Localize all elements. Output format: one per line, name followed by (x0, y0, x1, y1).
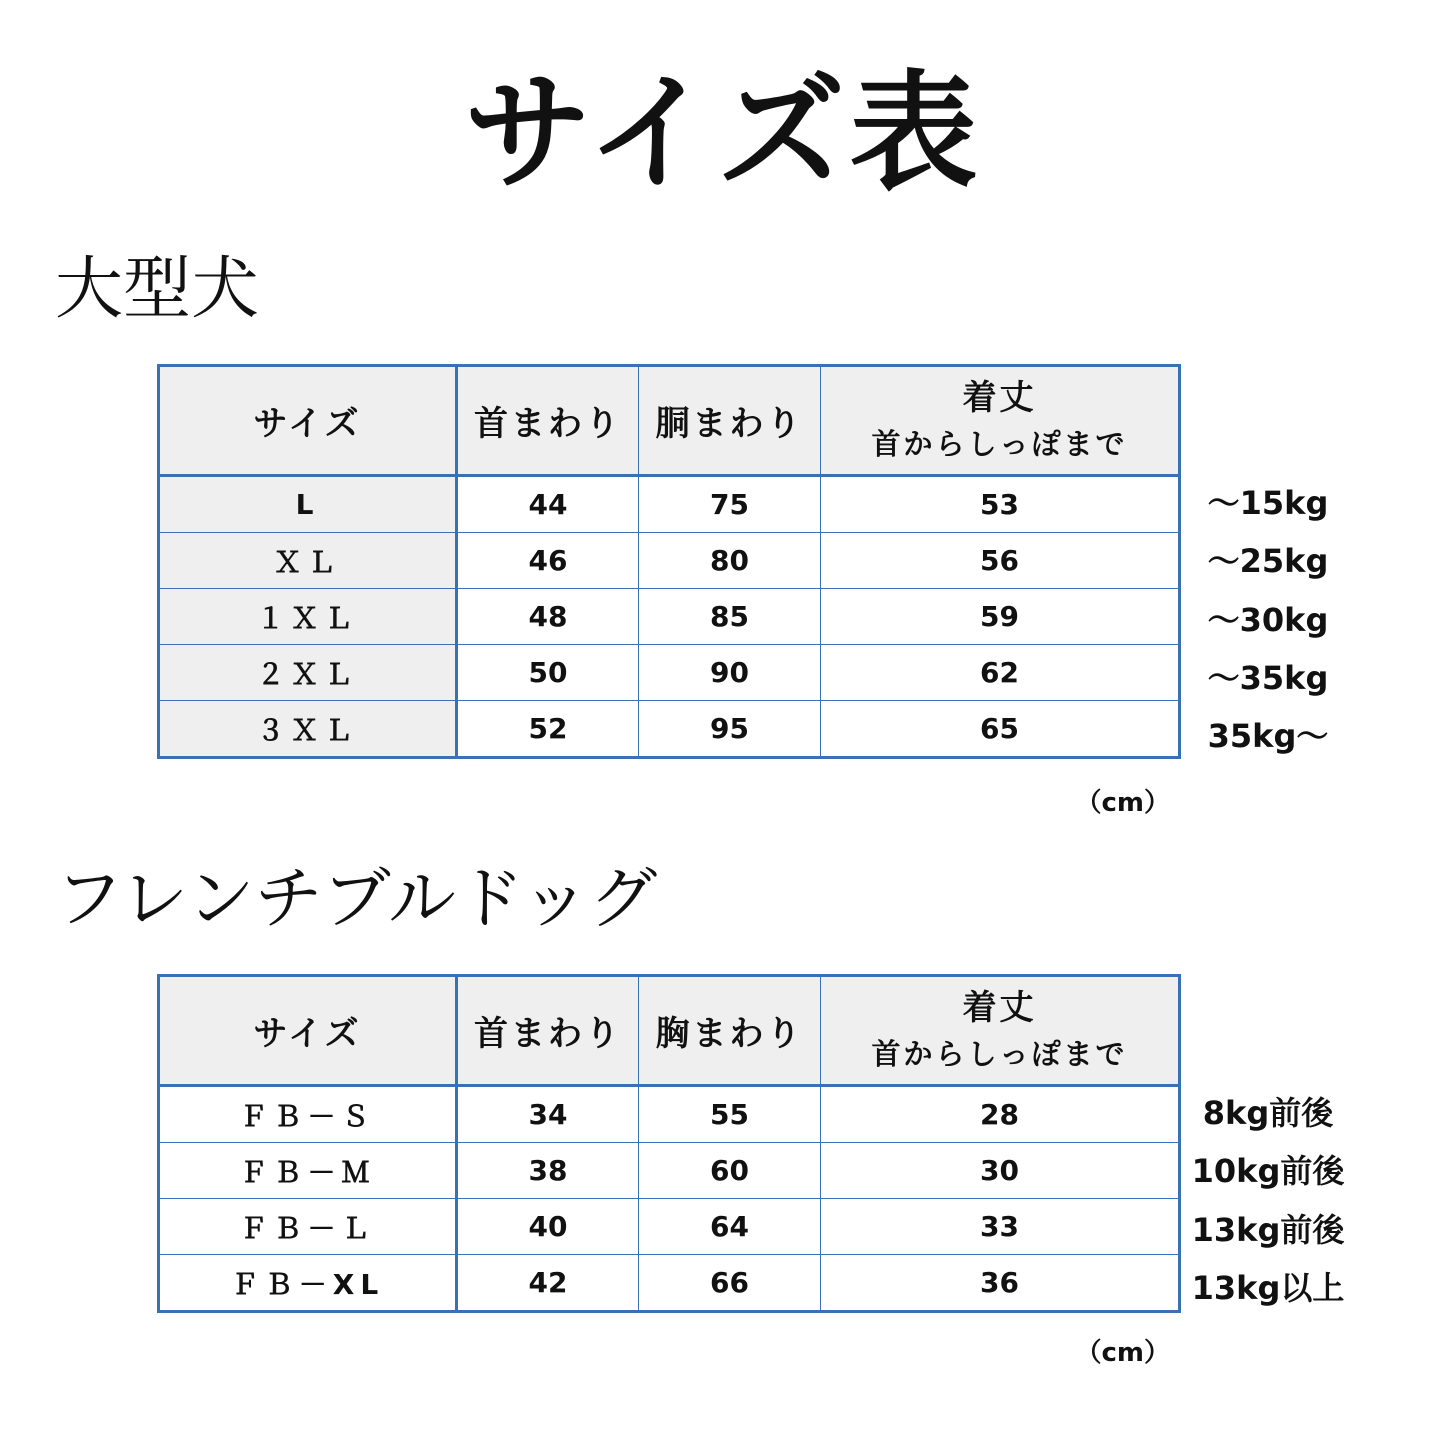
large-dog-section-title: 大型犬 (55, 250, 260, 329)
header-chest: 胴まわり (639, 366, 821, 476)
table-row (159, 589, 1180, 645)
table-row (159, 1086, 1180, 1143)
weight-label: 8kg前後 (1202, 1094, 1334, 1132)
header-length-label: 着丈 (962, 377, 1037, 418)
chest-cell: 66 (639, 1255, 821, 1312)
large-dog-weight-list (1183, 474, 1353, 765)
size-cell: ＸＬ (159, 533, 457, 589)
length-cell: 62 (821, 645, 1180, 701)
table-row (159, 533, 1180, 589)
large-dog-size-table (157, 364, 1181, 759)
header-length-note: 首からしっぽまで (871, 1037, 1128, 1072)
neck-cell: 48 (457, 589, 639, 645)
large-dog-unit-note: （cm） (1075, 788, 1170, 818)
table-header-row (159, 976, 1180, 1086)
french-bulldog-size-table (157, 974, 1181, 1313)
neck-cell: 52 (457, 701, 639, 758)
weight-label: ～15kg (1207, 484, 1329, 522)
weight-label: 35kg～ (1207, 717, 1329, 756)
length-cell: 53 (821, 476, 1180, 533)
size-cell: ＦＢ－Ｓ (159, 1086, 457, 1143)
chest-cell: 80 (639, 533, 821, 589)
size-cell: L (159, 476, 457, 533)
header-length (821, 976, 1180, 1086)
chest-cell: 85 (639, 589, 821, 645)
chest-cell: 64 (639, 1199, 821, 1255)
size-cell: ＦＢ－XL (159, 1255, 457, 1312)
weight-label: 13kg以上 (1191, 1268, 1345, 1307)
weight-label: 10kg前後 (1191, 1152, 1345, 1191)
neck-cell: 42 (457, 1255, 639, 1312)
table-row (159, 645, 1180, 701)
table-row (159, 701, 1180, 758)
size-cell: ３ＸＬ (159, 701, 457, 758)
chest-cell: 90 (639, 645, 821, 701)
weight-label: ～25kg (1207, 542, 1329, 581)
neck-cell: 34 (457, 1086, 639, 1143)
neck-cell: 44 (457, 476, 639, 533)
header-neck: 首まわり (457, 976, 639, 1086)
table-row (159, 1143, 1180, 1199)
french-bulldog-unit-note: （cm） (1075, 1338, 1170, 1368)
header-size: サイズ (159, 976, 457, 1086)
header-length-note: 首からしっぽまで (871, 427, 1128, 462)
french-bulldog-weight-list (1183, 1084, 1353, 1317)
neck-cell: 38 (457, 1143, 639, 1199)
header-length-label: 着丈 (962, 987, 1037, 1028)
table-row (159, 1199, 1180, 1255)
chest-cell: 95 (639, 701, 821, 758)
length-cell: 28 (821, 1086, 1180, 1143)
length-cell: 56 (821, 533, 1180, 589)
length-cell: 33 (821, 1199, 1180, 1255)
neck-cell: 50 (457, 645, 639, 701)
size-cell: １ＸＬ (159, 589, 457, 645)
size-cell: ２ＸＬ (159, 645, 457, 701)
length-cell: 65 (821, 701, 1180, 758)
size-cell: ＦＢ－Ｌ (159, 1199, 457, 1255)
header-size: サイズ (159, 366, 457, 476)
length-cell: 36 (821, 1255, 1180, 1312)
weight-label: ～30kg (1207, 600, 1329, 639)
header-length (821, 366, 1180, 476)
size-cell: ＦＢ－Ｍ (159, 1143, 457, 1199)
table-row (159, 476, 1180, 533)
page-title: サイズ表 (463, 59, 982, 208)
neck-cell: 46 (457, 533, 639, 589)
chest-cell: 75 (639, 476, 821, 533)
chest-cell: 60 (639, 1143, 821, 1199)
length-cell: 30 (821, 1143, 1180, 1199)
weight-label: 13kg前後 (1191, 1210, 1345, 1249)
weight-label: ～35kg (1207, 658, 1329, 697)
length-cell: 59 (821, 589, 1180, 645)
chest-cell: 55 (639, 1086, 821, 1143)
header-chest: 胸まわり (639, 976, 821, 1086)
table-row (159, 1255, 1180, 1312)
neck-cell: 40 (457, 1199, 639, 1255)
table-header-row (159, 366, 1180, 476)
header-neck: 首まわり (457, 366, 639, 476)
french-bulldog-section-title: フレンチブルドッグ (55, 860, 658, 939)
